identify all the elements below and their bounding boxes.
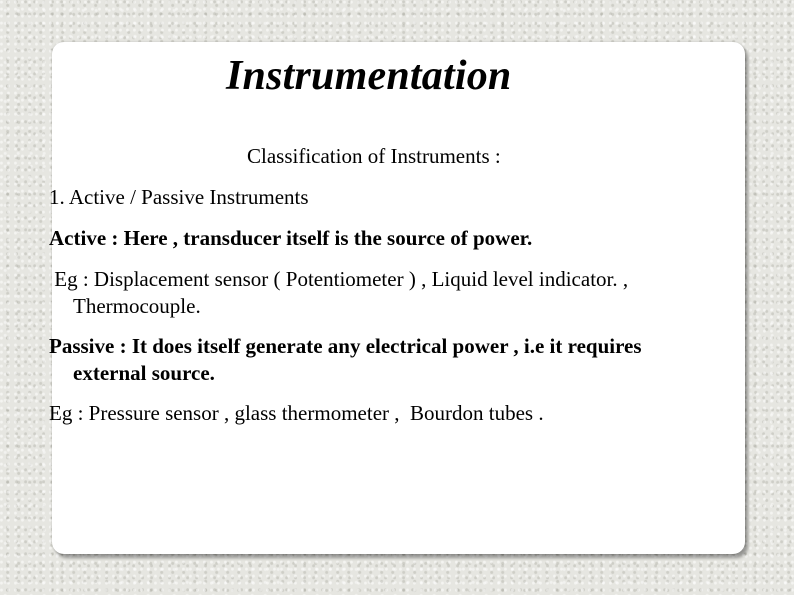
- active-example-line-1: Eg : Displacement sensor ( Potentiometer ) , Liquid level indicator. ,: [49, 267, 629, 291]
- passive-definition-line-2: external source.: [73, 361, 215, 385]
- active-definition: Active : Here , transducer itself is the source of power.: [49, 226, 533, 250]
- slide-subtitle: Classification of Instruments :: [247, 144, 501, 168]
- passive-definition: [49, 333, 642, 387]
- heading-active-passive: 1. Active / Passive Instruments: [49, 185, 309, 209]
- active-example: [49, 266, 628, 320]
- passive-definition-line-1: Passive : It does itself generate any electrical power , i.e it requires: [49, 334, 642, 358]
- passive-example: Eg : Pressure sensor , glass thermometer , Bourdon tubes .: [49, 401, 544, 425]
- slide-title: Instrumentation: [226, 53, 512, 99]
- active-example-line-2: Thermocouple.: [73, 294, 201, 318]
